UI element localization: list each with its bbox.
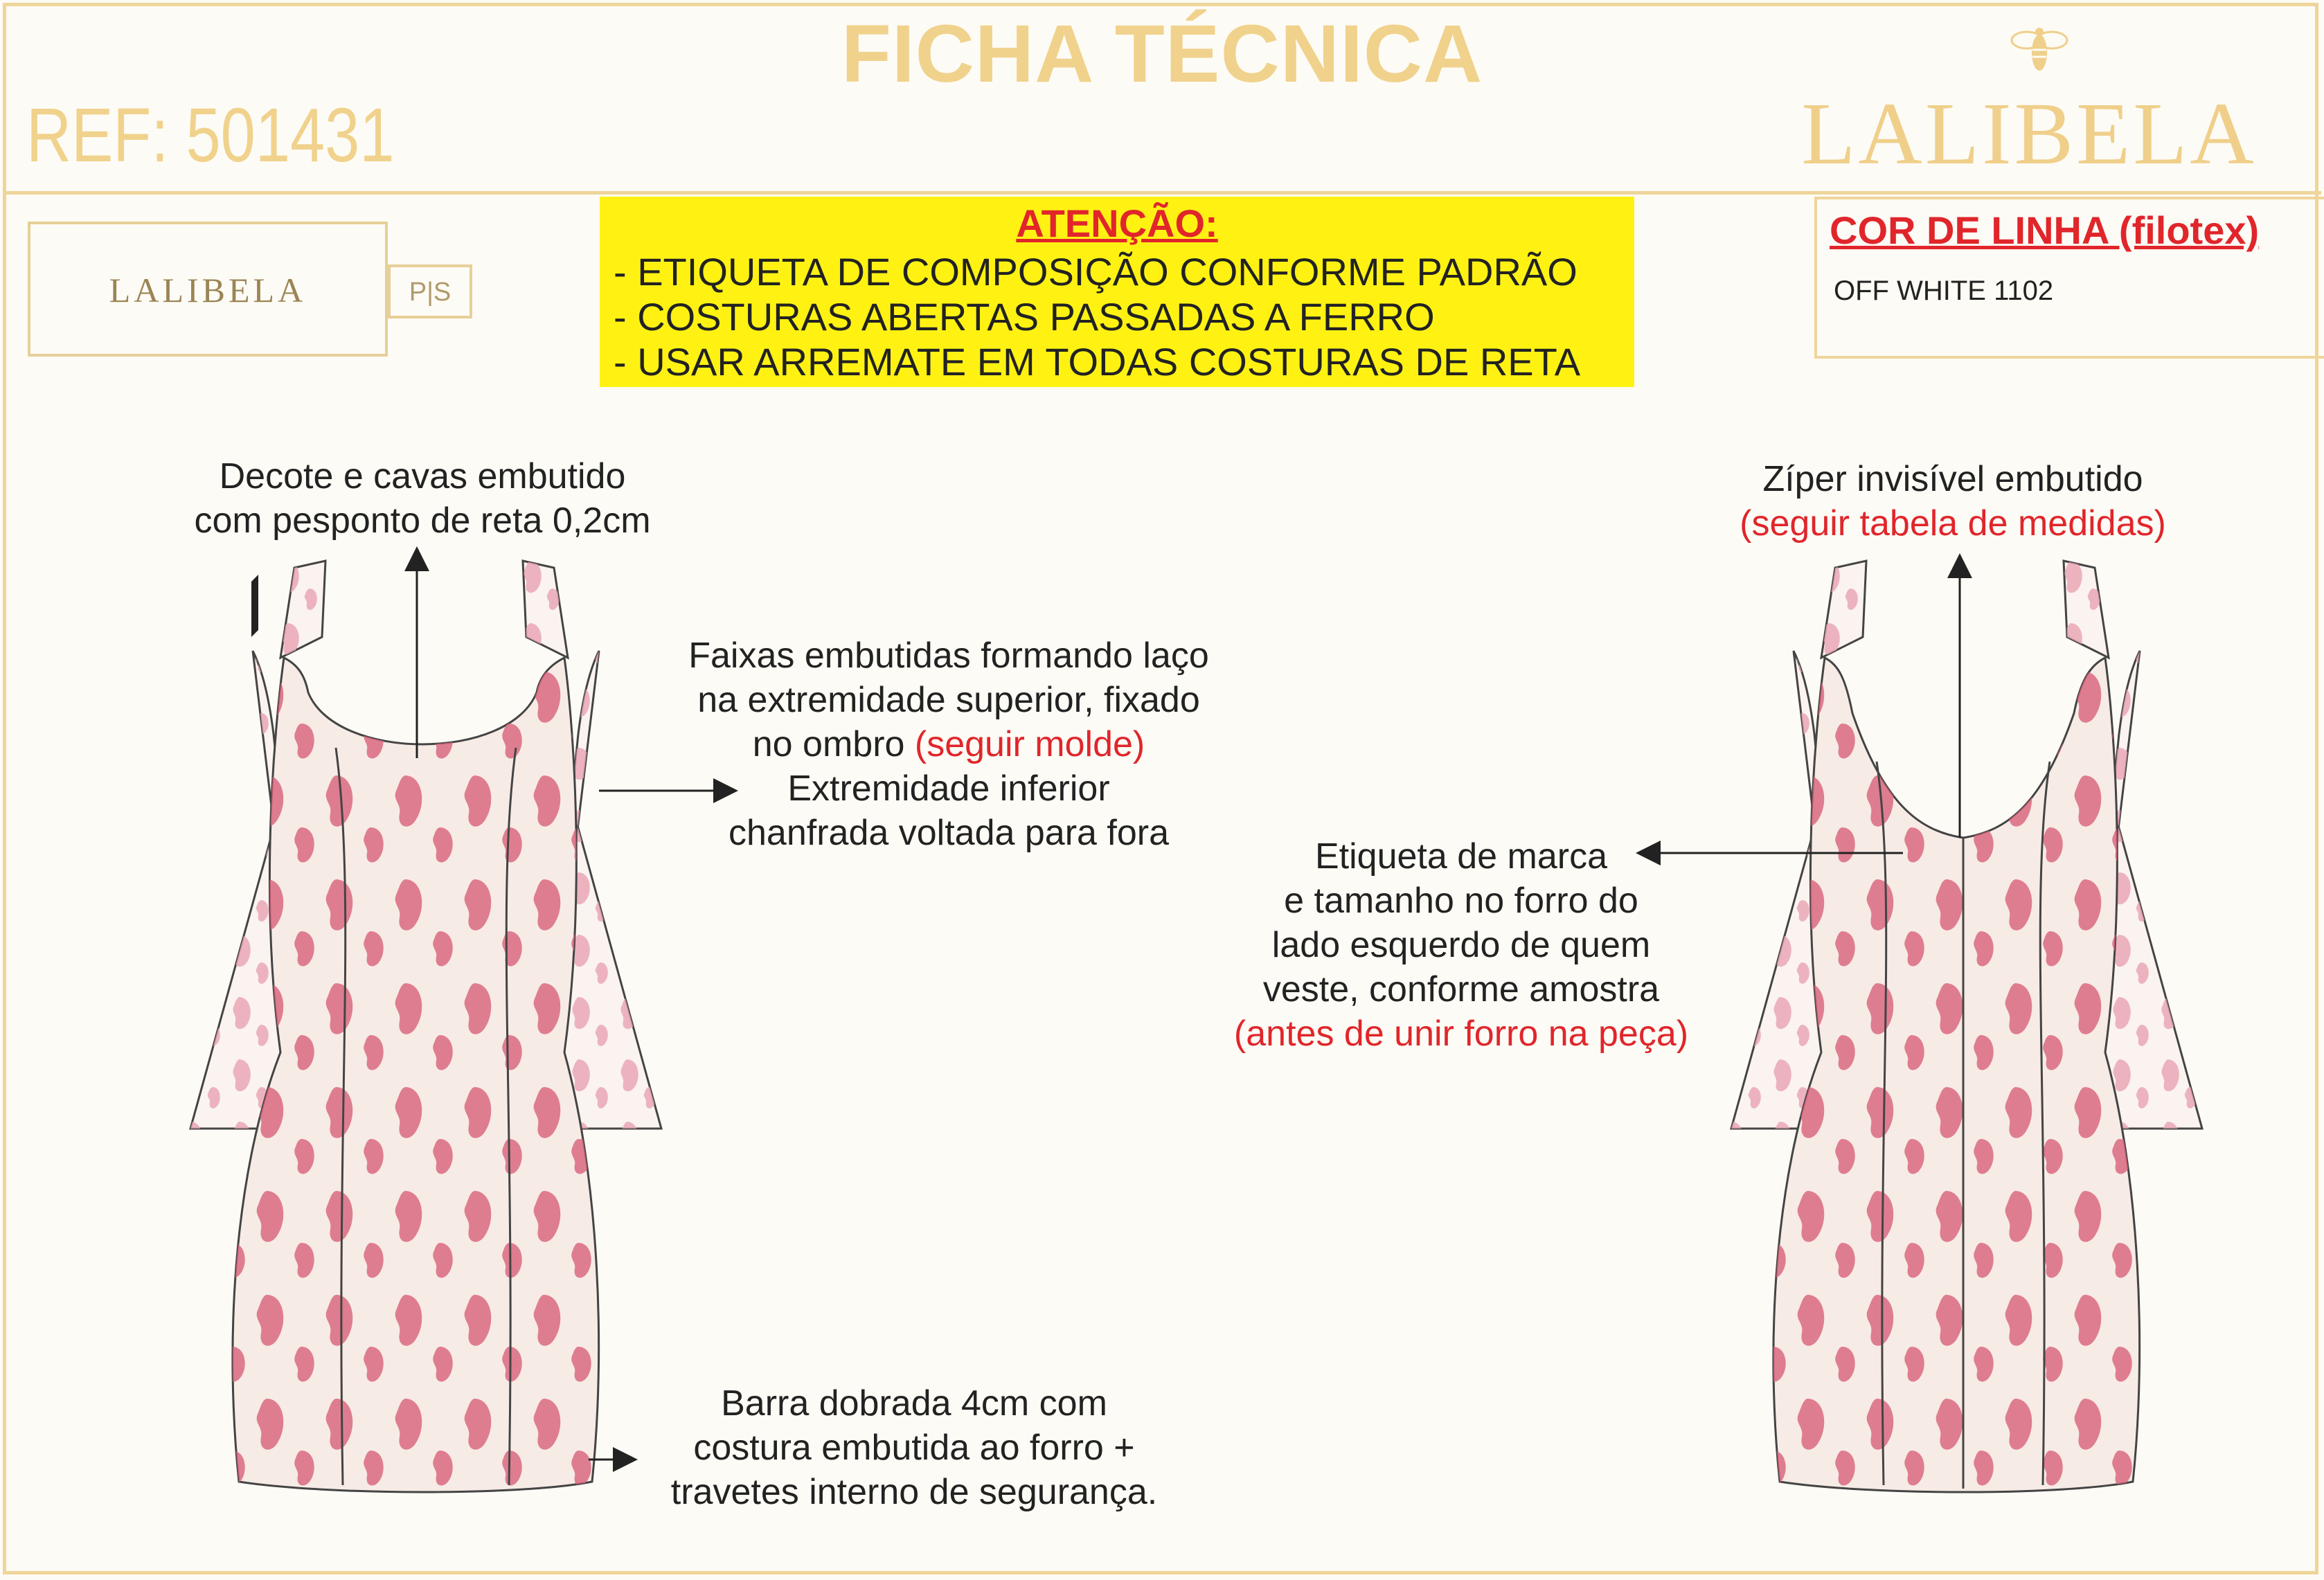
note-line: Extremidade inferior [787,769,1110,809]
note-highlight: (antes de unir forro na peça) [1233,1014,1689,1054]
note-line [623,722,1274,766]
brand-label-box: LALIBELA [28,222,388,357]
reference-code: REF: 501431 [26,93,395,178]
size-label-box: P|S [388,264,472,318]
note-highlight: (seguir tabela de medidas) [1740,503,2166,544]
note-line: Faixas embutidas formando laço [688,636,1209,676]
hem-note [609,1381,1219,1514]
note-highlight: (seguir molde) [914,724,1145,764]
note-line: costura embutida ao forro + [693,1428,1135,1468]
brand-logo-text: LALIBELA [1801,84,2257,183]
brand-label-note [1177,834,1745,1056]
note-line: veste, conforme amostra [1262,969,1660,1009]
neckline-note [138,454,706,543]
thread-color-title: COR DE LINHA (filotex) [1830,208,2260,252]
note-line: Zíper invisível embutido [1762,459,2143,499]
bands-note [623,634,1274,855]
note-line: Etiqueta de marca [1314,836,1608,877]
note-line: Decote e cavas embutido [219,456,626,496]
note-line: Barra dobrada 4cm com [721,1383,1107,1424]
page-title: FICHA TÉCNICA [841,8,1483,100]
thread-color-value: OFF WHITE 1102 [1834,276,2054,306]
attention-line: - ETIQUETA DE COMPOSIÇÃO CONFORME PADRÃO [614,250,1577,294]
note-line: travetes interno de segurança. [670,1472,1158,1512]
attention-title: ATENÇÃO: [1016,201,1218,245]
note-line: lado esquerdo de quem [1271,925,1651,965]
note-line: chanfrada voltada para fora [729,813,1169,853]
note-text: no ombro [752,724,915,764]
note-line: com pesponto de reta 0,2cm [194,501,651,541]
note-line: na extremidade superior, fixado [697,680,1200,720]
zipper-note [1662,457,2244,546]
attention-line: - COSTURAS ABERTAS PASSADAS A FERRO [614,295,1435,339]
attention-line: - USAR ARREMATE EM TODAS COSTURAS DE RETA [614,340,1581,384]
note-line: e tamanho no forro do [1284,881,1638,921]
